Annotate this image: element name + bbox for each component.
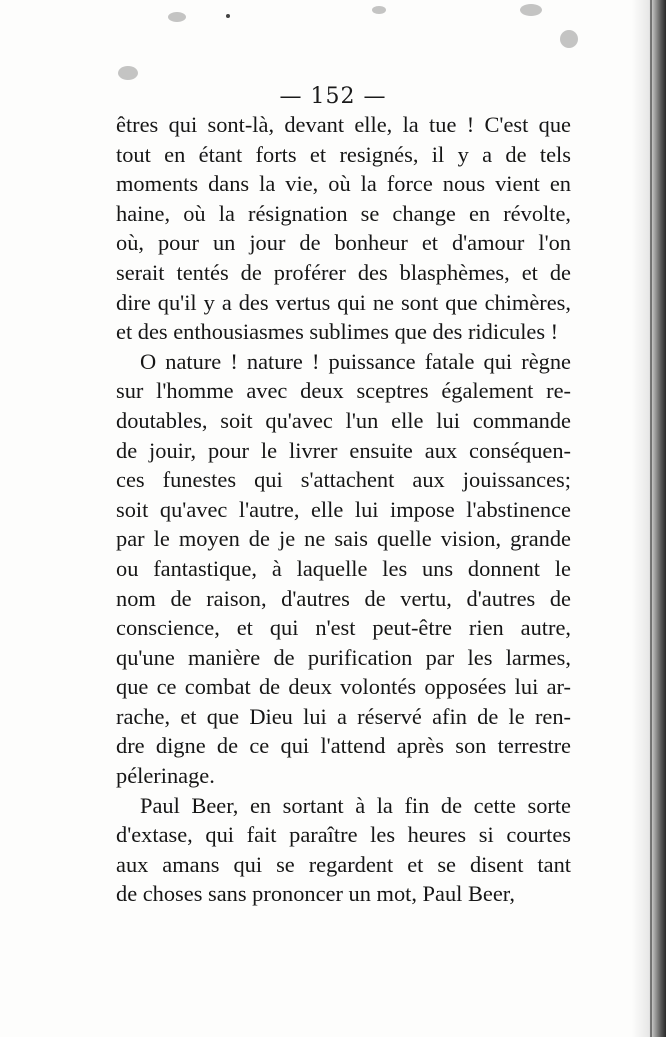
text-line: Paul Beer, en sortant à la fin de cette sorte (140, 792, 571, 818)
page-number: — 152 — (279, 84, 387, 109)
text-line: doutables, soit qu'avec l'un elle lui commande (116, 407, 571, 433)
bleed-speck (118, 66, 138, 80)
paragraph (116, 110, 571, 347)
bleed-speck (372, 6, 386, 14)
text-line: conscience, et qui n'est peut-être rien autre, (116, 615, 571, 641)
text-line: et des enthousiasmes sublimes que des ridicules ! (116, 319, 559, 345)
text-line: d'extase, qui fait paraître les heures si courtes (116, 822, 571, 848)
page-edge-line (650, 0, 652, 1037)
paragraph (116, 347, 571, 791)
bleed-speck (560, 30, 578, 48)
text-line: tout en étant forts et resignés, il y a de tels (116, 141, 571, 167)
bleed-speck (520, 4, 542, 16)
bleed-speck (226, 14, 230, 18)
text-line: serait tentés de proférer des blasphèmes, et de (116, 259, 571, 285)
text-line: où, pour un jour de bonheur et d'amour l'on (116, 230, 571, 256)
text-line: par le moyen de je ne sais quelle vision, grande (116, 526, 571, 552)
text-line: nom de raison, d'autres de vertu, d'autres de (116, 585, 571, 611)
text-line: rache, et que Dieu lui a réservé afin de le ren- (116, 703, 571, 729)
text-line: O nature ! nature ! puissance fatale qui règne (140, 348, 571, 374)
text-line: de choses sans prononcer un mot, Paul Beer, (116, 881, 515, 907)
text-line: sur l'homme avec deux sceptres également re- (116, 378, 571, 404)
paragraph (116, 791, 571, 909)
text-line: ou fantastique, à laquelle les uns donnent le (116, 555, 571, 581)
text-line: dire qu'il y a des vertus qui ne sont que chimères, (116, 289, 571, 315)
text-line: soit qu'avec l'autre, elle lui impose l'abstinence (116, 496, 571, 522)
text-line: pélerinage. (116, 763, 215, 789)
text-line: qu'une manière de purification par les larmes, (116, 644, 571, 670)
text-line: aux amans qui se regardent et se disent tant (116, 851, 571, 877)
text-line: dre digne de ce qui l'attend après son terrestre (116, 733, 571, 759)
text-line: de jouir, pour le livrer ensuite aux conséquen- (116, 437, 571, 463)
text-line: êtres qui sont-là, devant elle, la tue ! C'est que (116, 112, 571, 137)
page-edge-shadow (632, 0, 666, 1037)
text-line: que ce combat de deux volontés opposées lui ar- (116, 674, 571, 700)
text-line: moments dans la vie, où la force nous vient en (116, 171, 571, 197)
text-line: haine, où la résignation se change en révolte, (116, 200, 571, 226)
text-line: ces funestes qui s'attachent aux jouissances; (116, 467, 571, 493)
body-text (116, 110, 571, 909)
bleed-speck (168, 12, 186, 22)
